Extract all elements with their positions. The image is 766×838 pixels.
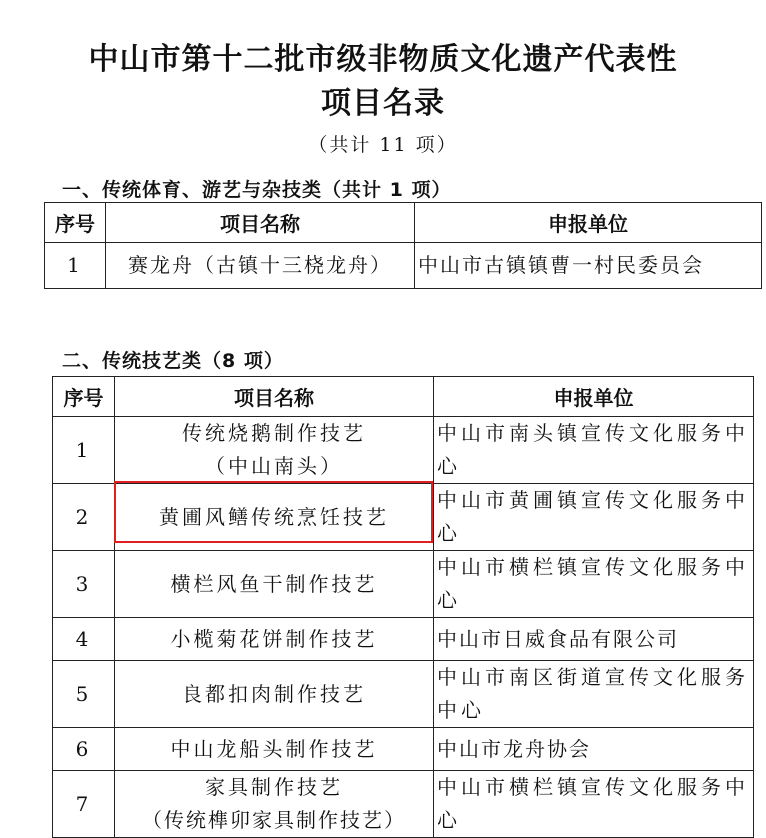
header-unit: 申报单位 <box>415 203 762 243</box>
row-unit: 中山市日威食品有限公司 <box>434 618 754 661</box>
section2-table <box>52 376 754 838</box>
row-no: 1 <box>45 243 106 289</box>
table-header-row <box>45 203 762 243</box>
row-no: 6 <box>53 728 115 771</box>
row-unit: 中山市横栏镇宣传文化服务中心 <box>434 551 754 618</box>
row-name: 横栏风鱼干制作技艺 <box>115 551 434 618</box>
header-unit: 申报单位 <box>434 377 754 417</box>
row-name: 小榄菊花饼制作技艺 <box>115 618 434 661</box>
header-no: 序号 <box>53 377 115 417</box>
row-name <box>115 771 434 838</box>
document-title-line2: 项目名录 <box>321 86 445 121</box>
header-no: 序号 <box>45 203 106 243</box>
row-no: 2 <box>53 484 115 551</box>
table-row <box>53 661 754 728</box>
table-row <box>53 771 754 838</box>
section1-heading: 一、传统体育、游艺与杂技类（共计 1 项） <box>62 179 452 201</box>
table-row <box>53 551 754 618</box>
section1-table <box>44 202 762 289</box>
row-name-line2: （中山南头） <box>205 454 343 478</box>
row-name: 良都扣肉制作技艺 <box>115 661 434 728</box>
row-name: 中山龙船头制作技艺 <box>115 728 434 771</box>
row-name-line1: 传统烧鹅制作技艺 <box>182 421 366 445</box>
row-name-line1: 家具制作技艺 <box>205 775 343 799</box>
row-name <box>115 417 434 484</box>
row-no: 7 <box>53 771 115 838</box>
section2-heading: 二、传统技艺类（8 项） <box>62 350 284 372</box>
row-name: 黄圃风鳝传统烹饪技艺 <box>115 484 434 551</box>
row-name-line2: （传统榫卯家具制作技艺） <box>142 808 406 832</box>
table-row <box>53 618 754 661</box>
row-no: 1 <box>53 417 115 484</box>
row-unit: 中山市龙舟协会 <box>434 728 754 771</box>
row-unit: 中山市南头镇宣传文化服务中心 <box>434 417 754 484</box>
row-no: 3 <box>53 551 115 618</box>
row-unit: 中山市古镇镇曹一村民委员会 <box>415 243 762 289</box>
table-row <box>53 484 754 551</box>
row-name: 赛龙舟（古镇十三桡龙舟） <box>106 243 415 289</box>
table-row <box>45 243 762 289</box>
row-unit: 中山市黄圃镇宣传文化服务中心 <box>434 484 754 551</box>
header-name: 项目名称 <box>115 377 434 417</box>
table-row <box>53 728 754 771</box>
header-name: 项目名称 <box>106 203 415 243</box>
document-title-line1: 中山市第十二批市级非物质文化遗产代表性 <box>88 42 678 77</box>
table-row <box>53 417 754 484</box>
row-no: 4 <box>53 618 115 661</box>
table-header-row <box>53 377 754 417</box>
row-unit: 中山市南区街道宣传文化服务中心 <box>434 661 754 728</box>
row-no: 5 <box>53 661 115 728</box>
document-subtitle: （共计 11 项） <box>308 134 458 156</box>
row-unit: 中山市横栏镇宣传文化服务中心 <box>434 771 754 838</box>
